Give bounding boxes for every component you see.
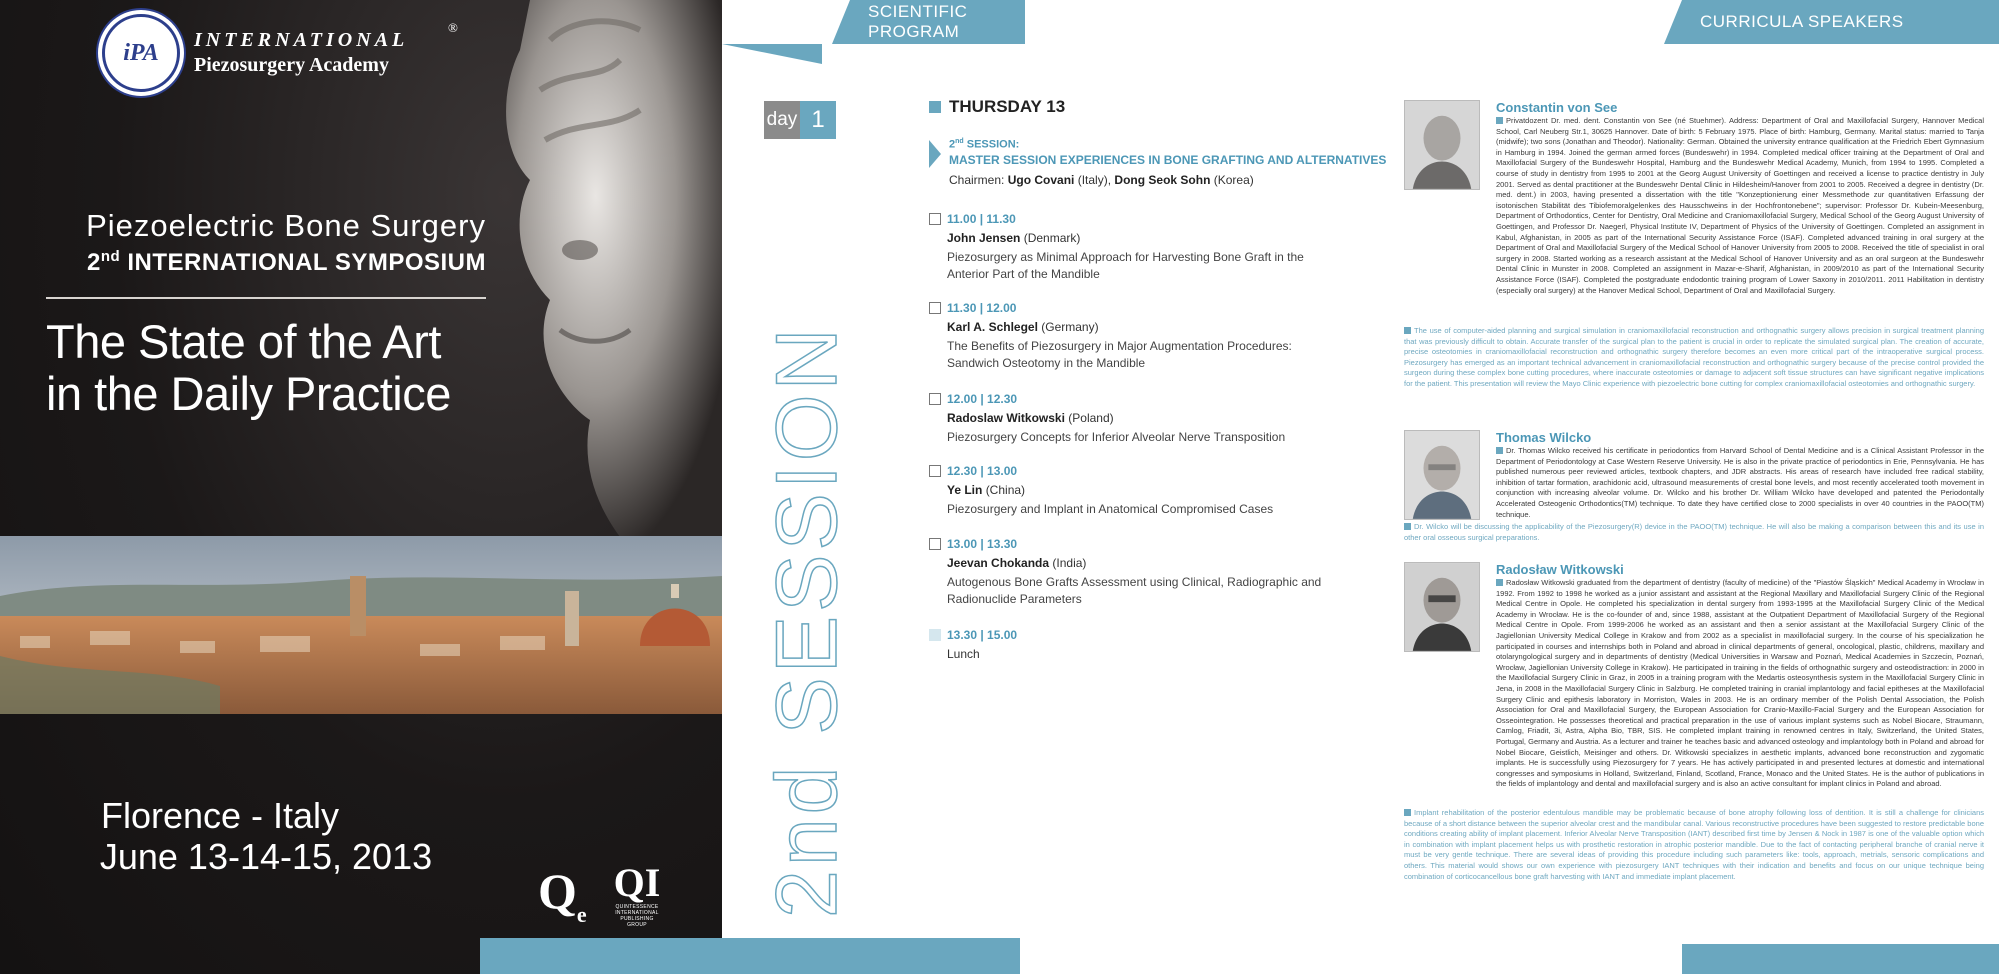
tab-curricula-speakers: CURRICULA SPEAKERS [1682, 0, 1999, 44]
florence-panorama-image [0, 536, 722, 714]
checkbox-icon [929, 538, 941, 550]
day-label: day [764, 101, 800, 139]
talk-time: 11.30 | 12.00 [947, 301, 1017, 315]
speaker-card [1404, 430, 1984, 550]
speaker-card [1404, 562, 1984, 922]
talk-speaker: Radoslaw Witkowski [947, 411, 1065, 425]
scientific-program-page [722, 0, 1999, 974]
program-item-lunch [929, 628, 1349, 661]
speaker-name: Radosław Witkowski [1496, 562, 1624, 577]
session-title: MASTER SESSION EXPERIENCES IN BONE GRAFTING AND ALTERNATIVES [949, 152, 1387, 167]
bullet-square-icon [1404, 809, 1411, 816]
speaker-card [1404, 100, 1984, 420]
bullet-square-icon [1404, 523, 1411, 530]
quintessence-logo [612, 862, 662, 928]
lunch-time: 13.30 | 15.00 [947, 628, 1018, 642]
bullet-square-icon [1496, 579, 1503, 586]
speaker-name: Thomas Wilcko [1496, 430, 1592, 445]
talk-country: (Germany) [1041, 320, 1099, 334]
speaker-abstract [1404, 326, 1984, 390]
session-vertical-title: 2nd SESSION [759, 324, 855, 918]
day-number: 1 [800, 101, 836, 139]
bottom-accent-band [480, 938, 1020, 974]
cover-title-line1: The State of the Art [46, 315, 441, 368]
speaker-bio-text: Radosław Witkowski graduated from the department of dentistry (faculty of medicine) of the "Piastów Śląskich" Medical Academy in Wrocław in 1992. From 1992 to 1998 he worked as a junior assistant and assistant at the Regional Maxillary and Maxillofacial Surgery Clinic of the Regional Medical Centre in Opole. He completed his specialization in dental surgery from 1993-1995 at the Maxillofacial Surgery Clinic of the Medical Academy in Wrocław. He is the co-founder of and, since 1988, assistant at the Outpatient Department of Maxillofacial Surgery of the Regional Medical Centre in Opole. From 1999-2006 he worked as an assistant and then a senior assistant at the Maxillofacial Surgery Clinic of the Jagiellonian University Medical College in Krakow and from 2002 as a specialist in maxillofacial surgery. In the course of his specialization he participated in courses and internships both in Poland and abroad in clinical departments of general, oncological, plastic, childrens, maxillary and otolaryngological surgery and in departments of dentistry (Medical Universities in Warsaw and Poznań, Medical Academies in Szczecin, Poznań, Wrocław, Jagiellonian University College in Krakow). He participated in training in the fields of orthognathic surgery and osteodistraction: in 2000 in the Maxillofacial Surgery Clinic in Graz, in 2005 in a training program with the Medartis osteosynthesis system in the Maxillofacial Surgery Clinic in Jena, in 2008 in the Maxillofacial Surgery Clinic in Salzburg. He completed training in cranial implantology and facial epitheses at the Maxillofacial Surgery Clinic and epithesis laboratory in Morriston, Wales in 2003. He is an ordinary member of the Polish Dental Association, the Polish Association for Oral and Maxillofacial Surgery, the European Association for Cranio-Maxillo-Facial Surgery and the European Association for Osseointegration. He possesses theoretical and practical preparation in the use of various implant systems such as Nobel Biocare, Straumann, Camlog, Friadit, 3i, Astra, Alpha Bio, TBR, SIS. He completed implant training in renowned centres in Italy, Switzerland, the United States, Portugal, Germany and Austria. As a lecturer and trainer he teaches basic and advanced osteology and implantology both in Poland and abroad for Nobel Biocare, Geistlich, Meisinger and others. Dr. Witkowski specializes in aesthetic implants, advanced bone reconstruction and zygomatic implants. He is successfully using Piezosurgery for 7 years. He has actively participated in and presented lectures at domestic and international congresses and symposiums in Holland, Switzerland, Finland, Scotland, France, Monaco and the United States. He is the author of publications in the fields of implantology and dental and maxillofacial surgery and is also an active consultant for implant clinics in Poland and abroad. [1496, 578, 1984, 789]
session-number [949, 138, 1389, 151]
talk-title: Piezosurgery and Implant in Anatomical Compromised Cases [947, 502, 1274, 516]
talk-speaker: Karl A. Schlegel [947, 320, 1038, 334]
qi-mark: QI [613, 860, 661, 905]
checkbox-icon [929, 393, 941, 405]
qi-caption: QUINTESSENCE INTERNATIONAL PUBLISHING GROUP [615, 904, 659, 928]
talk-speaker: Jeevan Chokanda [947, 556, 1050, 570]
speaker-bio-text: Dr. Thomas Wilcko received his certificate in periodontics from Harvard School of Dental Medicine and is a Clinical Assistant Professor in the Department of Periodontology at Case Western Reserve University. He is also in the private practice of periodontics in Erie, Pennsylvania. He has published numerous peer reviewed articles, textbook chapters, and JDR abstracts. His areas of research have included free radical stability, inhibition of tartar formation, arachidonic acid, ultrasound measurements of crestal bone levels, and most recently accelerated tooth movement in conjunction with increasing alveolar volume. Dr. Wilcko and his brother Dr. William Wilcko have developed and patented the Periodontally Accelerated Osteogenic Orthodontics(TM) technique. To date they have certified close to 2000 specialists in over 40 countries in the PAOO(TM) technique. [1496, 446, 1984, 519]
event-dates: June 13-14-15, 2013 [99, 836, 433, 877]
talk-speaker: John Jensen [947, 231, 1021, 245]
session-word: SESSION: [966, 138, 1020, 151]
tab-scientific-program: SCIENTIFIC PROGRAM [850, 0, 1025, 44]
session-sup: nd [955, 138, 964, 145]
symposium-ordinal: 2 [87, 249, 101, 276]
logo-line2: Piezosurgery Academy [194, 54, 389, 76]
bullet-square-icon [1496, 117, 1503, 124]
talk-time: 12.00 | 12.30 [947, 392, 1018, 406]
session-header [929, 138, 1389, 187]
cover-subtitle: Piezoelectric Bone Surgery [86, 208, 486, 243]
brochure-cover [0, 0, 722, 974]
david-statue-image [490, 0, 722, 560]
speaker-bio [1496, 116, 1984, 296]
checkbox-icon [929, 213, 941, 225]
talk-title: Autogenous Bone Grafts Assessment using Clinical, Radiographic and Radionuclide Parameters [947, 575, 1322, 606]
program-item [929, 212, 1349, 283]
speaker-photo-avatar [1404, 100, 1480, 190]
talk-title: Piezosurgery Concepts for Inferior Alveolar Nerve Transposition [947, 430, 1286, 444]
talk-time: 11.00 | 11.30 [947, 212, 1016, 226]
logo-line1: INTERNATIONAL [194, 29, 409, 51]
qe-publisher-logo [538, 862, 587, 927]
symposium-name: INTERNATIONAL SYMPOSIUM [127, 249, 486, 276]
play-triangle-icon [929, 140, 941, 168]
program-item [929, 392, 1349, 446]
lunch-label: Lunch [947, 647, 980, 661]
talk-country: (Poland) [1068, 411, 1114, 425]
talk-speaker: Ye Lin [947, 483, 983, 497]
checkbox-icon [929, 302, 941, 314]
ipa-seal-icon [102, 14, 180, 92]
day-heading [929, 97, 1065, 117]
speaker-abstract-text: The use of computer-aided planning and surgical simulation in craniomaxillofacial reconstruction and orthognathic surgery allows precision in surgical treatment planning that was previously difficult to obtain. Accurate transfer of the surgical plan to the patient is crucial in order to replicate the simulated surgical plan. The creation of accurate, precise osteotomies in craniomaxillofacial reconstruction and orthognathic surgery therefore becomes an even more critical part of the intraoperative surgical process. Piezosurgery has emerged as an important technical advancement in craniomaxillofacial reconstruction and orthognathic surgery because of the precise control provided the surgeon during these complex bone cutting procedures, where inaccurate osteotomies or damage to adjacent soft tissue structures can have significant negative implications for the patient. This presentation will review the Mayo Clinic experience with piezoelectric bone cutting for complex craniomaxillofacial osteotomies and orthognathic surgery. [1404, 326, 1984, 388]
chair1-country: (Italy), [1077, 172, 1112, 187]
talk-time: 12.30 | 13.00 [947, 464, 1018, 478]
chair2-country: (Korea) [1213, 172, 1254, 187]
day-badge [764, 101, 836, 139]
qe-q: Q [538, 863, 577, 919]
chairmen-line [949, 173, 1389, 187]
talk-time: 13.00 | 13.30 [947, 537, 1018, 551]
program-item [929, 301, 1349, 372]
speaker-abstract-text: Dr. Wilcko will be discussing the applicability of the Piezosurgery(R) device in the PAOO(TM) technique. He will also be making a comparison between this and its use in other oral osseous surgical preparations. [1404, 522, 1984, 542]
speaker-bio-text: Privatdozent Dr. med. dent. Constantin von See (né Stuehmer). Address: Department of Oral and Maxillofacial Surgery, Hannover Medical School, Carl Neuberg Str.1, 30625 Hannover. Date of birth: 5 February 1975. Place of birth: Hamburg, Germany. Marital status: married to Tanja (midwife); two sons (Jonathan and Theodor). Nationality: German. Obtained the university entrance qualification at the Friedrich Ebert Gymnasium in Hamburg in 1994. Joined the german armed forces (Bundeswehr) in 1994. Completed medical officer training at the Department of Oral and Maxillofacial Surgery of the Bundeswehr Hospital, Hamburg and the Bundeswehr Medical Academy, Munich, from 1994 to 1995. Completed a course of study in dentistry from 1995 to 2001 at the Georg August University of Goettingen and received a license to practice dentistry in July 2001. Served as dental practitioner at the Bundeswehr Dental Clinic in Hildesheim/Hanover from 2001 to 2005. Received a degree in dentistry (Dr. med. dent.) in 2003, having presented a dissertation with the title "Konzeptionierung einer Messmethode zur quantitativen Erfassung der isotonischen Stabilität des Tibiofemoralgelenkes des Hausschweins in der Hochfrontonebene"; supervisor: Professor Dr. Kubein-Meesenburg, Department of Orthodontics, Center for Dentistry, Oral Medicine and Craniomaxillofacial Surgery, Medical School of the Georg August University of Goettingen, and Professor Dr. Naegerl, Physical Institute IV, Department of Physics of the University of Goettingen. Completed an assignment in Kabul, Afghanistan, in 2005 as part of the International Security Assistance Force (ISAF). Completed advanced training in oral surgery at the Department of Oral and Maxillofacial Surgery of the Medical School of Hanover University from 2005 to 2008. Received the title of specialist in oral surgery in 2008. Started working as a research assistant at the Medical School of Hanover University and as an oral surgeon at the Bundeswehr Dental Clinic in Munster in 2008. Completed an assignment in Mazar-e-Sharif, Afghanistan, in 2009/2010 as part of the International Security Assistance Force (ISAF). Completed the postgraduate endodontic training program of Lower Saxony in 2010/2011. 2011 Habilitation in dentistry (especially oral surgery) at the Hanover Medical School, Department of Oral and Maxillofacial Surgery. [1496, 116, 1984, 295]
speaker-bio [1496, 578, 1984, 790]
logo-text [194, 29, 408, 77]
registered-mark: ® [448, 20, 458, 35]
speaker-abstract [1404, 808, 1984, 882]
program-item [929, 537, 1349, 608]
qe-e: e [576, 902, 587, 927]
chair1-name: Ugo Covani [1007, 172, 1075, 187]
talk-country: (China) [985, 483, 1026, 497]
checkbox-icon [929, 629, 941, 641]
bullet-square-icon [1404, 327, 1411, 334]
speaker-photo-avatar [1404, 430, 1480, 520]
checkbox-icon [929, 465, 941, 477]
accent-stripe [722, 44, 822, 64]
speaker-photo-avatar [1404, 562, 1480, 652]
speaker-name: Constantin von See [1496, 100, 1618, 115]
bottom-accent-band-right [1682, 944, 1999, 974]
cover-title-line2: in the Daily Practice [46, 367, 451, 420]
speaker-bio [1496, 446, 1984, 520]
event-location: Florence - Italy [100, 795, 340, 836]
chairmen-label: Chairmen: [949, 172, 1005, 187]
talk-country: (Denmark) [1023, 231, 1081, 245]
chair2-name: Dong Seok Sohn [1114, 172, 1211, 187]
talk-country: (India) [1052, 556, 1087, 570]
bullet-square-icon [1496, 447, 1503, 454]
heading-square-icon [929, 101, 941, 113]
logo-letters: iPA [123, 39, 159, 66]
talk-title: Piezosurgery as Minimal Approach for Harvesting Bone Graft in the Anterior Part of the Mandible [947, 250, 1304, 281]
ipa-logo [102, 14, 408, 92]
cover-title [46, 316, 486, 420]
symposium-ordinal-suffix: nd [100, 248, 121, 265]
session-num: 2 [949, 138, 956, 151]
day-heading-text: THURSDAY 13 [949, 97, 1066, 116]
speaker-abstract [1404, 522, 1984, 543]
program-item [929, 464, 1349, 518]
cover-symposium [46, 248, 486, 277]
speaker-abstract-text: Implant rehabilitation of the posterior edentulous mandible may be problematic because of bone atrophy following loss of dentition. It is still a challenge for clinicians because of a short distance between the superior alveolar crest and the mandibular canal. Various reconstructive procedures have been suggested to restore predictable bone conditions creating ability of implant placement. Inferior Alveolar Nerve Transposition (IANT) described first time by Jensen & Nock in 1987 is one of the valuable option which in combination with implant placement helps us with prosthetic restoration in atrophic posterior mandible. Due to the fact of contacting peripheral branche of cranial nerve it must be very gentle technique. There are several ideas of providing this procedure including such parameters like: tools, approach, metrials, sensoric complications and others. This material would shows our own experience with piezosurgery IANT techniques with their indication and benefits and focus on our unique technique being combination of corticocancellous bone graft harvesting with IANT and immediate implant placement. [1404, 808, 1984, 881]
talk-title: The Benefits of Piezosurgery in Major Augmentation Procedures: Sandwich Osteotomy in the Mandible [947, 339, 1292, 370]
cover-divider [46, 297, 486, 299]
